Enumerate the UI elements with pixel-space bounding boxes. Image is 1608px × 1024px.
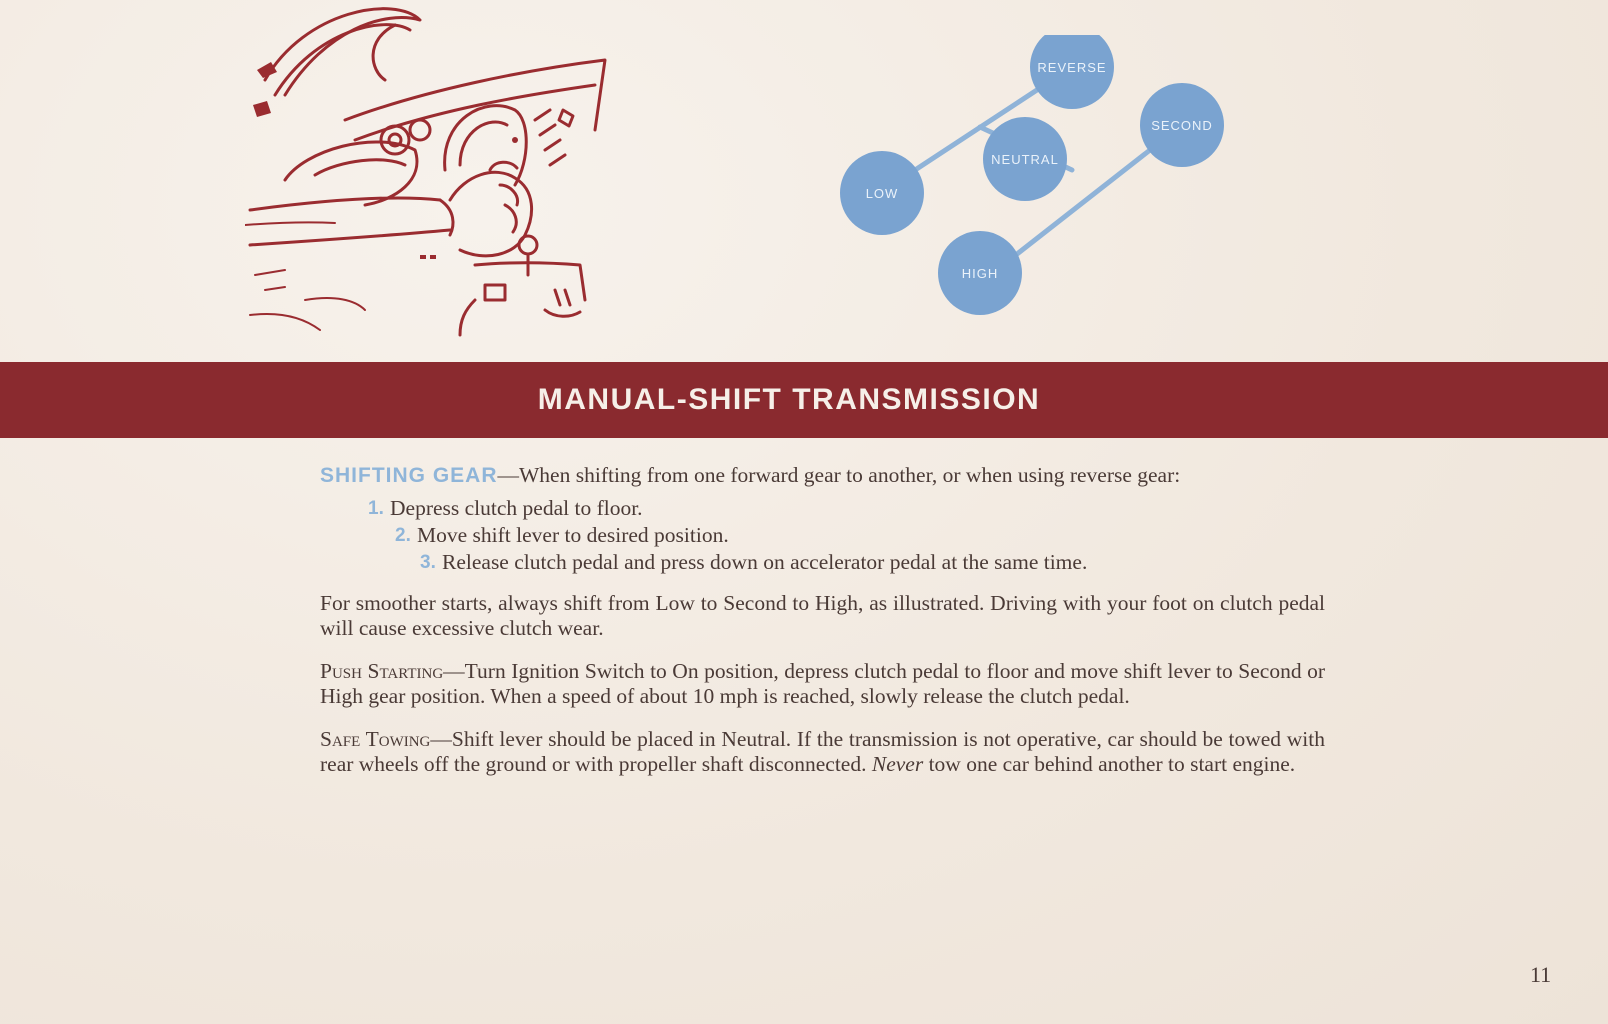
shifting-paragraph <box>320 463 1325 488</box>
push-starting-text: —Turn Ignition Switch to On position, depress clutch pedal to floor and move shift lever to Second or High gear position. When a speed of about 10 mph is reached, slowly release the clutch pedal. <box>320 659 1325 708</box>
shifting-intro: —When shifting from one forward gear to another, or when using reverse gear: <box>497 463 1181 487</box>
step-text: Depress clutch pedal to floor. <box>390 496 643 520</box>
gear-high-label: HIGH <box>961 266 999 281</box>
gear-low-label: LOW <box>865 186 899 201</box>
instructions-content <box>320 463 1325 777</box>
step-text: Move shift lever to desired position. <box>417 523 729 547</box>
page-number: 11 <box>1530 962 1552 987</box>
safe-towing-emphasis: Never <box>871 752 924 776</box>
shifting-heading: SHIFTING GEAR <box>320 464 498 487</box>
step-item <box>368 496 1325 521</box>
safe-towing-paragraph <box>320 727 1325 777</box>
gear-second-label: SECOND <box>1151 118 1213 133</box>
banner-title: MANUAL-SHIFT TRANSMISSION <box>537 383 1041 416</box>
safe-towing-text: —Shift lever should be placed in Neutral. If the transmission is not operative, car should be towed with rear wheels off the ground or with propeller shaft disconnected. <box>320 727 1325 776</box>
step-number: 2. <box>395 525 411 546</box>
smoother-paragraph: For smoother starts, always shift from Low to Second to High, as illustrated. Driving with your foot on clutch pedal will cause excessive clutch wear. <box>320 591 1325 640</box>
gear-neutral-label: NEUTRAL <box>991 152 1059 167</box>
push-starting-heading: Push Starting <box>320 659 444 683</box>
safe-towing-heading: Safe Towing <box>320 727 431 751</box>
shift-pattern-diagram <box>840 35 1280 325</box>
section-banner <box>0 362 1608 438</box>
step-item <box>420 550 1220 575</box>
safe-towing-text-end: tow one car behind another to start engine. <box>923 752 1296 776</box>
gear-reverse-label: REVERSE <box>1037 60 1107 75</box>
dashboard-illustration <box>245 0 620 345</box>
step-text: Release clutch pedal and press down on accelerator pedal at the same time. <box>442 550 1088 574</box>
step-item <box>395 523 1325 548</box>
push-starting-paragraph <box>320 659 1325 709</box>
step-number: 1. <box>368 498 384 519</box>
step-number: 3. <box>420 552 436 573</box>
